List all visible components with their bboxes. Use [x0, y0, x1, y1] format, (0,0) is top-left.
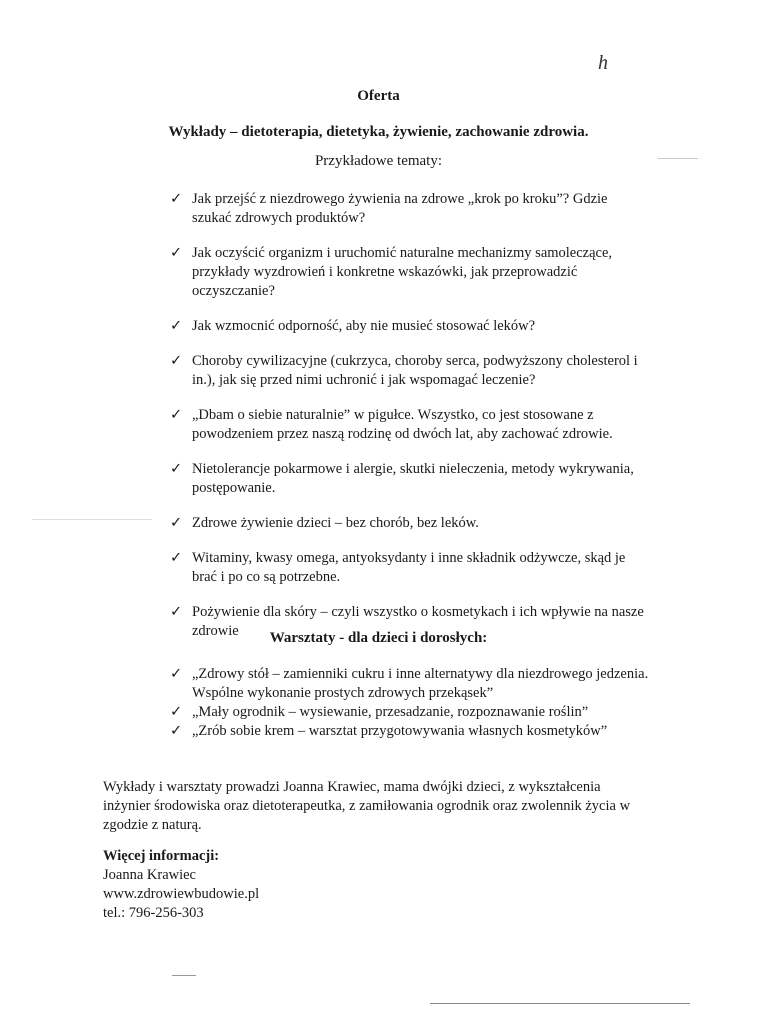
topics-label: Przykładowe tematy:	[314, 153, 443, 169]
topic-text: Jak wzmocnić odporność, aby nie musieć stosować leków?	[192, 318, 536, 334]
check-icon: ✓	[170, 550, 183, 566]
handwritten-mark: h	[598, 52, 608, 74]
workshops-heading: Warsztaty - dla dzieci i dorosłych:	[269, 630, 488, 646]
topic-text: „Dbam o siebie naturalnie” w pigułce. Wszystko, co jest stosowane z powodzeniem przez naszą rodzinę od dwóch lat, aby zachować zdrowie.	[192, 407, 613, 442]
check-icon: ✓	[170, 245, 183, 261]
check-icon: ✓	[170, 604, 183, 620]
list-item	[170, 244, 650, 301]
check-icon: ✓	[170, 704, 183, 720]
topic-text: Choroby cywilizacyjne (cukrzyca, choroby serca, podwyższony cholesterol i in.), jak się przed nimi uchronić i jak wspomagać leczenie?	[192, 353, 638, 388]
list-item	[170, 722, 670, 741]
list-item	[170, 190, 650, 228]
list-item	[170, 549, 650, 587]
check-icon: ✓	[170, 666, 183, 682]
list-item	[170, 406, 650, 444]
workshop-text: „Mały ogrodnik – wysiewanie, przesadzanie, rozpoznawanie roślin”	[192, 704, 589, 720]
check-icon: ✓	[170, 515, 183, 531]
check-icon: ✓	[170, 353, 183, 369]
list-item	[170, 703, 670, 722]
topics-list	[170, 190, 650, 657]
check-icon: ✓	[170, 461, 183, 477]
scan-artifact-line	[430, 1003, 690, 1004]
lectures-heading: Wykłady – dietoterapia, dietetyka, żywienie, zachowanie zdrowia.	[168, 124, 589, 140]
contact-website: www.zdrowiewbudowie.pl	[103, 886, 260, 902]
scan-artifact-line	[32, 519, 152, 520]
topic-text: Jak oczyścić organizm i uruchomić naturalne mechanizmy samoleczące, przykłady wyzdrowień i konkretne wskazówki, jak przeprowadzić oczyszczanie?	[192, 245, 613, 299]
list-item	[170, 460, 650, 498]
scan-artifact-line	[172, 975, 196, 976]
check-icon: ✓	[170, 318, 183, 334]
contact-block	[103, 847, 503, 923]
list-item	[170, 514, 650, 533]
topic-text: Pożywienie dla skóry – czyli wszystko o kosmetykach i ich wpływie na nasze zdrowie	[192, 604, 644, 639]
topic-text: Zdrowe żywienie dzieci – bez chorób, bez leków.	[192, 515, 479, 531]
topic-text: Witaminy, kwasy omega, antyoksydanty i inne składnik odżywcze, skąd je brać i po co są potrzebne.	[192, 550, 626, 585]
document-title: Oferta	[357, 88, 400, 104]
workshop-text: „Zrób sobie krem – warsztat przygotowywania własnych kosmetyków”	[192, 723, 608, 739]
topic-text: Jak przejść z niezdrowego żywienia na zdrowe „krok po kroku”? Gdzie szukać zdrowych produktów?	[192, 191, 608, 226]
workshops-list	[170, 665, 670, 741]
workshop-text: „Zdrowy stół – zamienniki cukru i inne alternatywy dla niezdrowego jedzenia. Wspólne wykonanie prostych zdrowych przekąsek”	[192, 666, 649, 701]
list-item	[170, 317, 650, 336]
check-icon: ✓	[170, 723, 183, 739]
topic-text: Nietolerancje pokarmowe i alergie, skutki nieleczenia, metody wykrywania, postępowanie.	[192, 461, 634, 496]
contact-phone: tel.: 796-256-303	[103, 905, 204, 921]
list-item	[170, 352, 650, 390]
about-paragraph: Wykłady i warsztaty prowadzi Joanna Krawiec, mama dwójki dzieci, z wykształcenia inżynier środowiska oraz dietoterapeutka, z zamiłowania ogrodnik oraz zwolennik życia w zgodzie z naturą.	[103, 779, 631, 833]
contact-name: Joanna Krawiec	[103, 867, 196, 883]
contact-heading: Więcej informacji:	[103, 848, 220, 864]
check-icon: ✓	[170, 191, 183, 207]
check-icon: ✓	[170, 407, 183, 423]
list-item	[170, 665, 670, 703]
